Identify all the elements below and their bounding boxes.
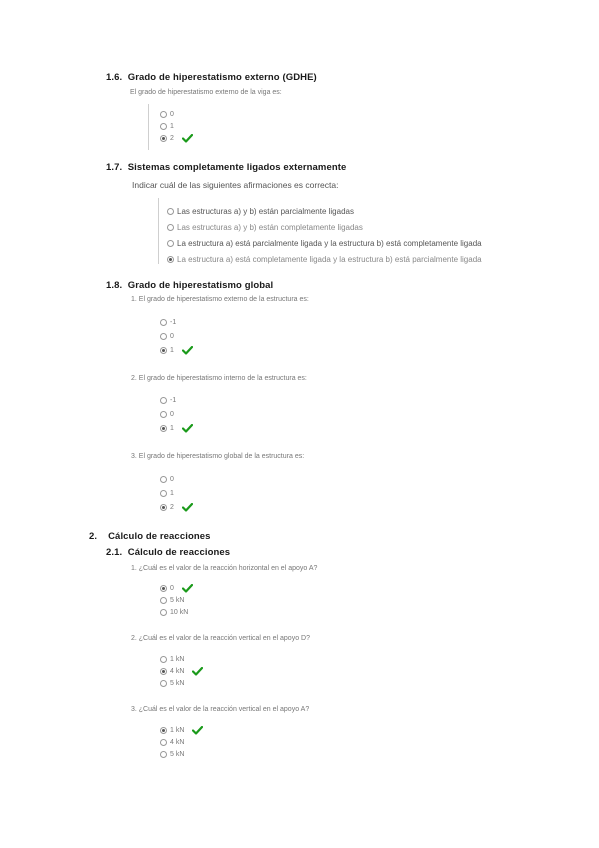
option-label: 4 kN [170,667,185,675]
checkmark-icon [182,424,193,433]
question-text: 1. El grado de hiperestatismo externo de la estructura es: [131,296,309,303]
section-2-1-heading [106,547,230,558]
checkmark-icon [192,726,203,735]
section-title: Cálculo de reacciones [108,531,211,542]
option-label: 1 [170,122,174,130]
radio-option[interactable] [167,219,482,235]
radio-button-selected[interactable] [167,256,174,263]
question-text: 3. ¿Cuál es el valor de la reacción vertical en el apoyo A? [131,706,310,713]
answer-options [160,582,193,618]
radio-button[interactable] [160,490,167,497]
radio-option[interactable] [167,235,482,251]
radio-option[interactable] [160,421,193,435]
radio-option[interactable] [160,500,193,514]
radio-button-selected[interactable] [160,504,167,511]
section-title: Grado de hiperestatismo externo (GDHE) [127,72,317,83]
radio-option[interactable] [160,665,203,677]
option-label: 0 [170,410,174,418]
radio-button-selected[interactable] [160,727,167,734]
section-1-8-heading [106,280,273,291]
option-label: La estructura a) está completamente ligada y la estructura b) está parcialmente ligada [177,254,482,264]
option-label: -1 [170,318,177,326]
option-label: 1 [170,346,174,354]
radio-option[interactable] [167,203,482,219]
answer-options [160,108,193,144]
answer-options [167,203,482,267]
radio-option[interactable] [160,748,203,760]
option-label: 1 kN [170,726,185,734]
option-label: 10 kN [170,608,189,616]
radio-button[interactable] [160,656,167,663]
question-text: Indicar cuál de las siguientes afirmaciones es correcta: [132,180,339,190]
checkmark-icon [182,584,193,593]
radio-option[interactable] [160,594,193,606]
radio-option[interactable] [160,472,193,486]
answer-options [160,653,203,689]
radio-button[interactable] [160,397,167,404]
radio-button[interactable] [160,111,167,118]
radio-option[interactable] [160,393,193,407]
section-title: Cálculo de reacciones [127,547,231,558]
answer-divider [158,198,159,264]
radio-option[interactable] [160,108,193,120]
option-label: Las estructuras a) y b) están completamente ligadas [177,222,363,232]
radio-button[interactable] [167,208,174,215]
option-label: 5 kN [170,750,185,758]
option-label: 4 kN [170,738,185,746]
radio-button-selected[interactable] [160,135,167,142]
question-text: 1. ¿Cuál es el valor de la reacción horizontal en el apoyo A? [131,565,318,572]
radio-button[interactable] [160,751,167,758]
radio-button-selected[interactable] [160,425,167,432]
radio-button[interactable] [160,609,167,616]
radio-button[interactable] [160,333,167,340]
option-label: 1 [170,489,174,497]
radio-button[interactable] [160,411,167,418]
radio-option[interactable] [160,120,193,132]
option-label: 0 [170,110,174,118]
option-label: 2 [170,503,174,511]
radio-option[interactable] [160,132,193,144]
question-text: El grado de hiperestatismo externo de la viga es: [130,89,282,96]
option-label: 5 kN [170,596,185,604]
option-label: 2 [170,134,174,142]
radio-option[interactable] [160,315,193,329]
radio-button[interactable] [167,224,174,231]
radio-option[interactable] [160,736,203,748]
radio-button[interactable] [160,680,167,687]
section-1-7-heading [106,162,346,173]
radio-option[interactable] [160,329,193,343]
radio-option[interactable] [160,606,193,618]
answer-options [160,472,193,514]
radio-button-selected[interactable] [160,668,167,675]
checkmark-icon [182,503,193,512]
radio-option[interactable] [167,251,482,267]
section-number: 2. [89,531,98,542]
section-1-6-heading [106,72,317,83]
radio-option[interactable] [160,724,203,736]
radio-option[interactable] [160,486,193,500]
section-number: 1.7. [106,162,123,173]
answer-divider [148,104,149,150]
radio-button[interactable] [160,739,167,746]
answer-options [160,393,193,435]
option-label: -1 [170,396,177,404]
question-text: 2. El grado de hiperestatismo interno de la estructura es: [131,375,307,382]
question-text: 2. ¿Cuál es el valor de la reacción vertical en el apoyo D? [131,635,310,642]
option-label: 0 [170,584,174,592]
radio-option[interactable] [160,677,203,689]
answer-options [160,315,193,357]
radio-button[interactable] [167,240,174,247]
section-number: 2.1. [106,547,123,558]
option-label: La estructura a) está parcialmente ligada y la estructura b) está completamente ligada [177,238,482,248]
radio-button-selected[interactable] [160,585,167,592]
section-title: Sistemas completamente ligados externamente [127,162,347,173]
radio-option[interactable] [160,343,193,357]
section-title: Grado de hiperestatismo global [127,280,274,291]
answer-options [160,724,203,760]
question-text: 3. El grado de hiperestatismo global de la estructura es: [131,453,305,460]
section-2-heading [89,531,211,542]
checkmark-icon [182,134,193,143]
section-number: 1.6. [106,72,123,83]
checkmark-icon [182,346,193,355]
option-label: 5 kN [170,679,185,687]
radio-button[interactable] [160,123,167,130]
radio-button-selected[interactable] [160,347,167,354]
radio-option[interactable] [160,653,203,665]
option-label: 1 kN [170,655,185,663]
section-number: 1.8. [106,280,123,291]
radio-option[interactable] [160,582,193,594]
option-label: 0 [170,475,174,483]
checkmark-icon [192,667,203,676]
radio-button[interactable] [160,319,167,326]
radio-button[interactable] [160,597,167,604]
option-label: Las estructuras a) y b) están parcialmente ligadas [177,206,354,216]
option-label: 1 [170,424,174,432]
radio-option[interactable] [160,407,193,421]
option-label: 0 [170,332,174,340]
radio-button[interactable] [160,476,167,483]
